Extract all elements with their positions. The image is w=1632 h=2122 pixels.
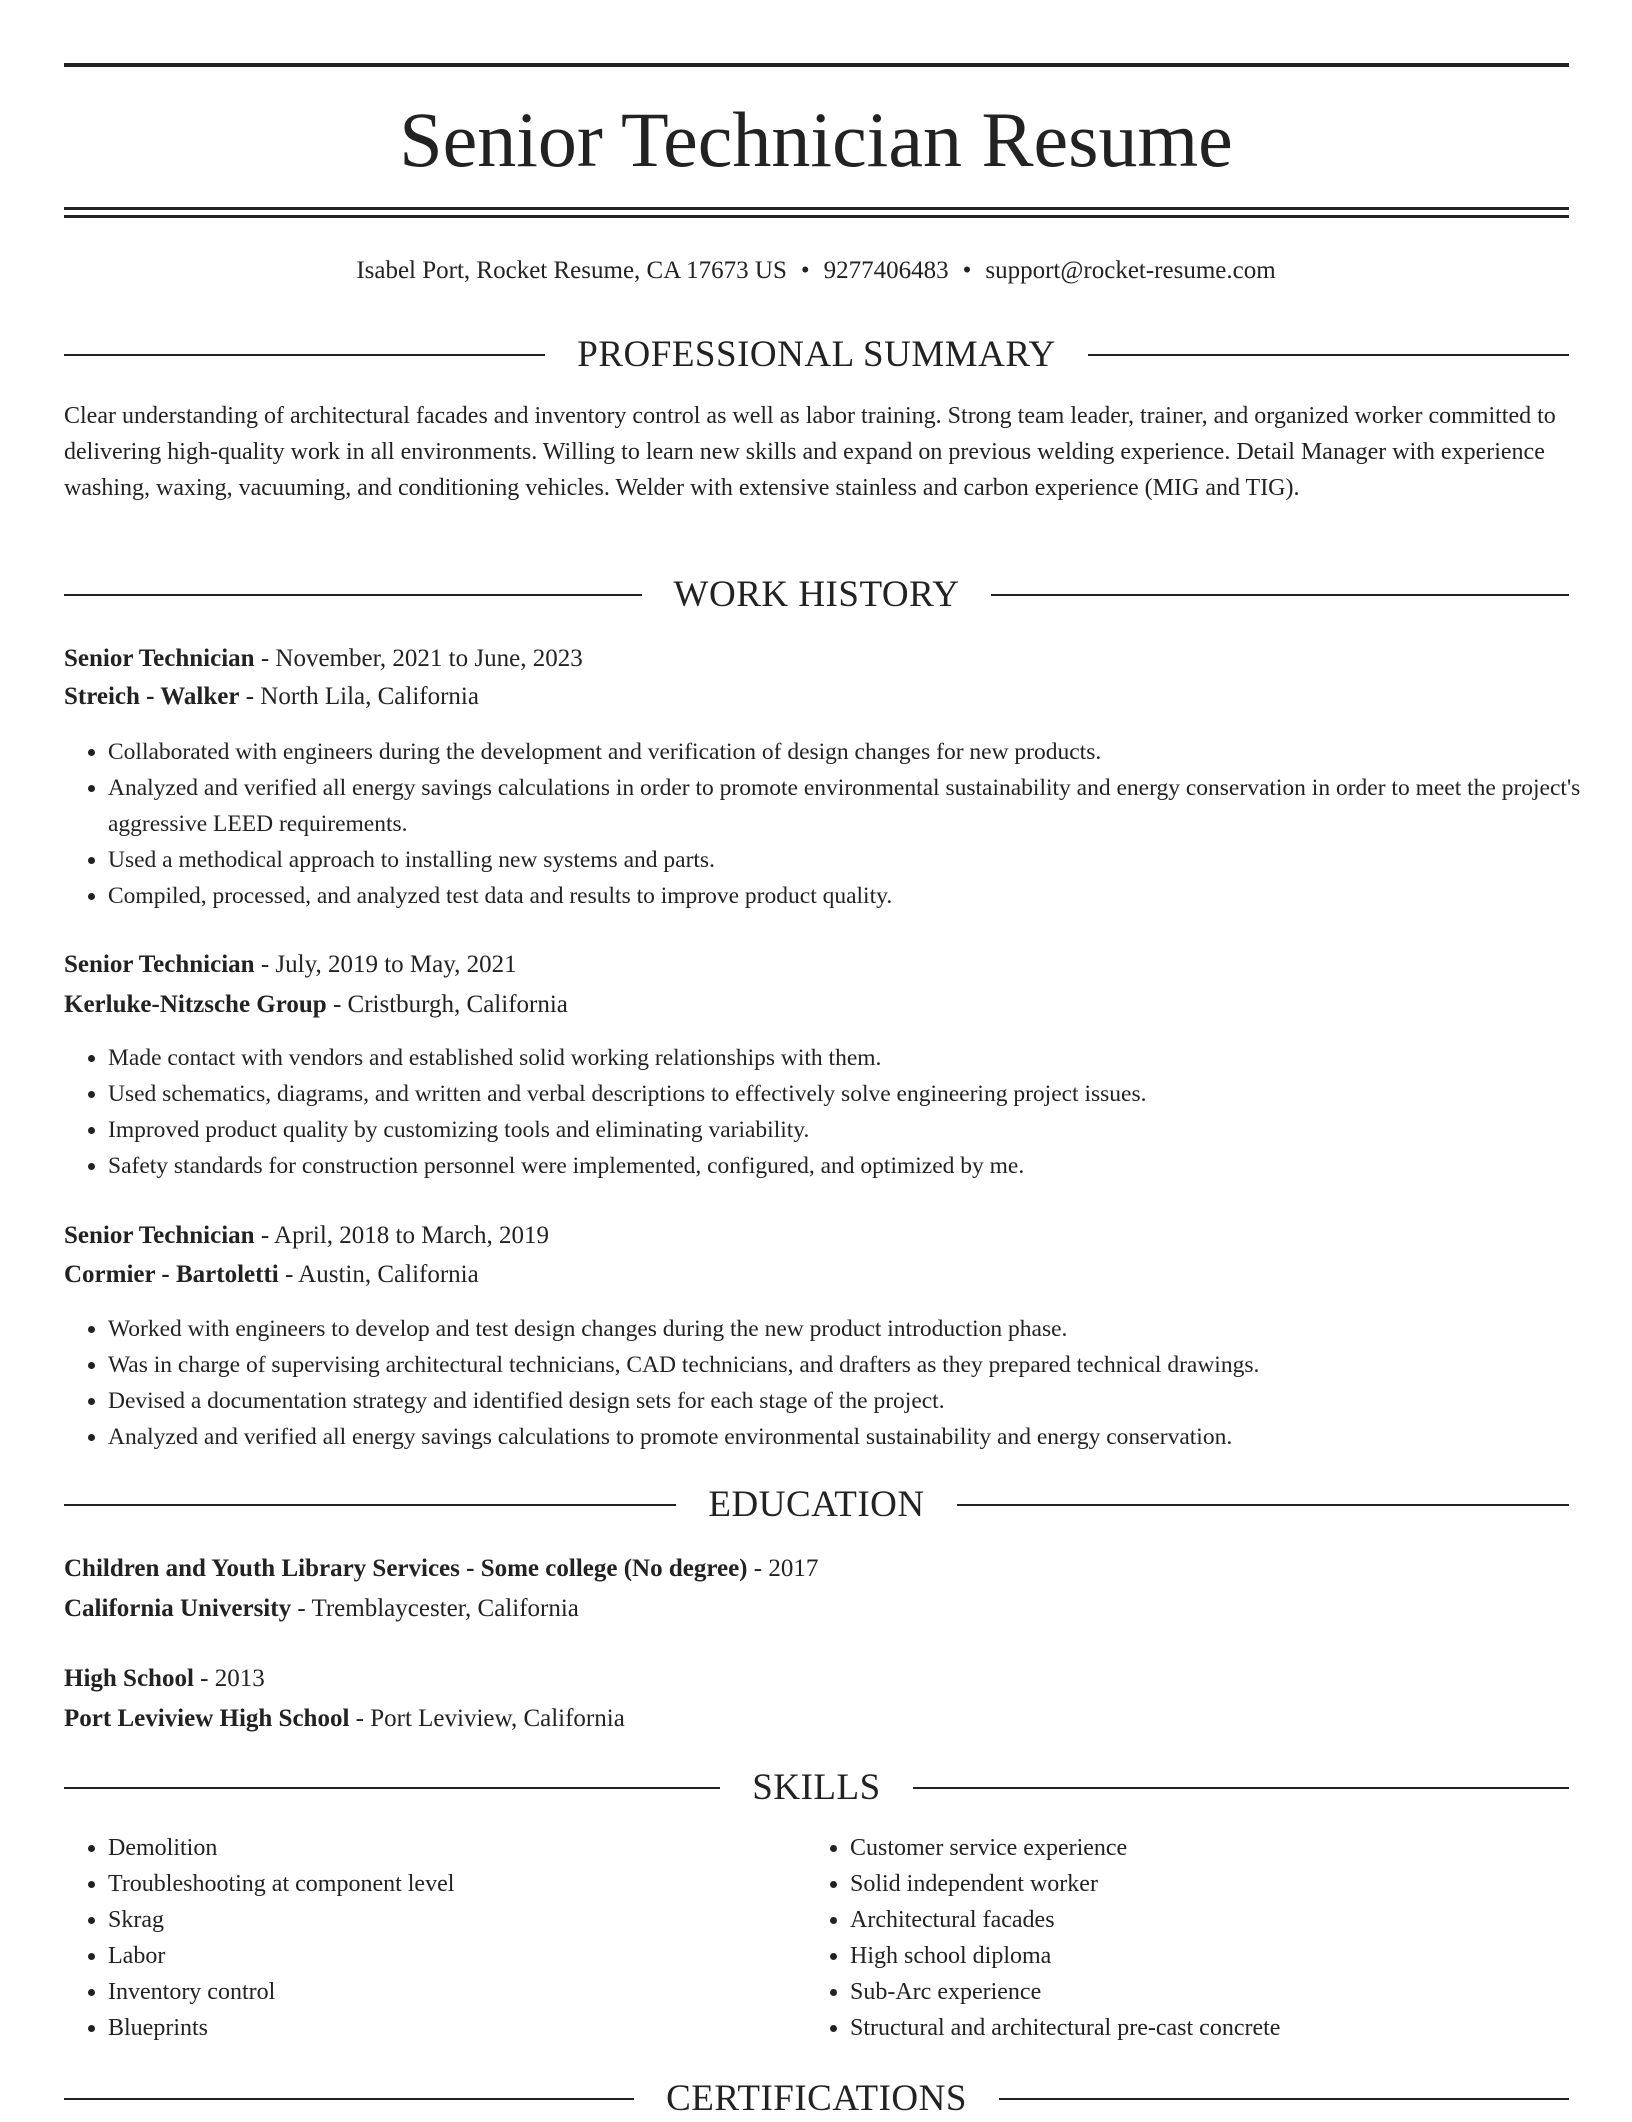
job-company: Streich - Walker (64, 683, 240, 710)
education-school: California University (64, 1595, 292, 1622)
top-rule (64, 63, 1569, 67)
section-title: PROFESSIONAL SUMMARY (577, 334, 1056, 375)
job-company: Cormier - Bartoletti (64, 1261, 279, 1288)
skill-item: • Blueprints (108, 2010, 808, 2046)
heading-rule (913, 1787, 1569, 1789)
job-title: Senior Technician (64, 645, 255, 672)
heading-rule (957, 1504, 1569, 1506)
contact-separator: • (800, 257, 810, 284)
education-degree-line (64, 1550, 1569, 1588)
job-title-line (64, 640, 1569, 678)
contact-email: support@rocket-resume.com (985, 257, 1276, 284)
job-title: Senior Technician (64, 951, 255, 978)
job-company: Kerluke-Nitzsche Group (64, 991, 327, 1018)
section-title: EDUCATION (708, 1484, 925, 1525)
education-degree: Children and Youth Library Services - Some college (No degree) (64, 1555, 748, 1582)
job-company-line (64, 1256, 1569, 1294)
education-school-line (64, 1700, 1569, 1738)
job-dates: - July, 2019 to May, 2021 (260, 951, 517, 978)
contact-separator: • (962, 257, 972, 284)
heading-rule (64, 1504, 676, 1506)
section-heading-summary (64, 332, 1569, 378)
job-bullets (64, 1311, 1613, 1455)
title-double-rule-bottom (64, 215, 1569, 218)
heading-rule (999, 2098, 1569, 2100)
section-title: WORK HISTORY (673, 574, 960, 615)
list-item: • Used schematics, diagrams, and written and verbal descriptions to effectively solve engineering project issues. (108, 1076, 1613, 1112)
education-location: - Tremblaycester, California (297, 1595, 579, 1622)
job-location: - Cristburgh, California (332, 991, 568, 1018)
heading-rule (64, 594, 642, 596)
title-double-rule-top (64, 207, 1569, 210)
list-item: • Made contact with vendors and established solid working relationships with them. (108, 1040, 1613, 1076)
list-item: • Collaborated with engineers during the development and verification of design changes for new products. (108, 734, 1613, 770)
heading-rule (64, 1787, 720, 1789)
job-title: Senior Technician (64, 1222, 255, 1249)
list-item: • Devised a documentation strategy and identified design sets for each stage of the project. (108, 1383, 1613, 1419)
skill-item: • Demolition (108, 1830, 808, 1866)
heading-rule (64, 2098, 634, 2100)
section-title: CERTIFICATIONS (666, 2078, 967, 2119)
section-title: SKILLS (752, 1767, 881, 1808)
list-item: • Was in charge of supervising architectural technicians, CAD technicians, and drafters as they prepared technical drawings. (108, 1347, 1613, 1383)
skill-item: • Skrag (108, 1902, 808, 1938)
list-item: • Worked with engineers to develop and test design changes during the new product introduction phase. (108, 1311, 1613, 1347)
section-heading-skills (64, 1765, 1569, 1811)
list-item: • Safety standards for construction personnel were implemented, configured, and optimized by me. (108, 1148, 1613, 1184)
summary-text: Clear understanding of architectural facades and inventory control as well as labor training. Strong team leader, trainer, and organized worker committed to delivering high-quality work in all environments. Willing to learn new skills and expand on previous welding experience. Detail Manager with experience washing, waxing, vacuuming, and conditioning vehicles. Welder with extensive stainless and carbon experience (MIG and TIG). (64, 403, 1556, 501)
job-title-line (64, 1217, 1569, 1255)
skills-list-left (64, 1830, 808, 2046)
job-title-line (64, 946, 1569, 984)
job-location: - North Lila, California (245, 683, 479, 710)
skill-item: • Labor (108, 1938, 808, 1974)
job-company-line (64, 678, 1569, 716)
job-dates: - April, 2018 to March, 2019 (260, 1222, 549, 1249)
education-year: - 2013 (200, 1665, 265, 1692)
list-item: • Used a methodical approach to installing new systems and parts. (108, 842, 1613, 878)
education-school: Port Leviview High School (64, 1705, 350, 1732)
skill-item: • High school diploma (850, 1938, 1610, 1974)
skill-item: • Architectural facades (850, 1902, 1610, 1938)
education-school-line (64, 1590, 1569, 1628)
section-heading-certifications (64, 2076, 1569, 2122)
section-heading-work (64, 572, 1569, 618)
list-item: • Improved product quality by customizing tools and eliminating variability. (108, 1112, 1613, 1148)
list-item: • Compiled, processed, and analyzed test data and results to improve product quality. (108, 878, 1613, 914)
job-company-line (64, 986, 1569, 1024)
heading-rule (1088, 354, 1569, 356)
list-item: • Analyzed and verified all energy savings calculations to promote environmental sustainability and energy conservation. (108, 1419, 1613, 1455)
skill-item: • Customer service experience (850, 1830, 1610, 1866)
skill-item: • Troubleshooting at component level (108, 1866, 808, 1902)
page-title: Senior Technician Resume (399, 96, 1233, 183)
list-item: • Analyzed and verified all energy savings calculations in order to promote environmental sustainability and energy conservation in order to meet the project's aggressive LEED requirements. (108, 770, 1613, 842)
education-year: - 2017 (753, 1555, 819, 1582)
heading-rule (64, 354, 545, 356)
job-bullets (64, 734, 1613, 914)
education-degree: High School (64, 1665, 194, 1692)
job-location: - Austin, California (284, 1261, 479, 1288)
skill-item: • Inventory control (108, 1974, 808, 2010)
contact-phone: 9277406483 (823, 257, 949, 284)
contact-line (0, 254, 1632, 288)
skill-item: • Solid independent worker (850, 1866, 1610, 1902)
skill-item: • Structural and architectural pre-cast concrete (850, 2010, 1610, 2046)
job-bullets (64, 1040, 1613, 1184)
education-degree-line (64, 1660, 1569, 1698)
section-heading-education (64, 1482, 1569, 1528)
skills-list-right (806, 1830, 1610, 2046)
skill-item: • Sub-Arc experience (850, 1974, 1610, 2010)
education-location: - Port Leviview, California (355, 1705, 625, 1732)
job-dates: - November, 2021 to June, 2023 (260, 645, 583, 672)
contact-address: Isabel Port, Rocket Resume, CA 17673 US (356, 257, 787, 284)
heading-rule (991, 594, 1569, 596)
